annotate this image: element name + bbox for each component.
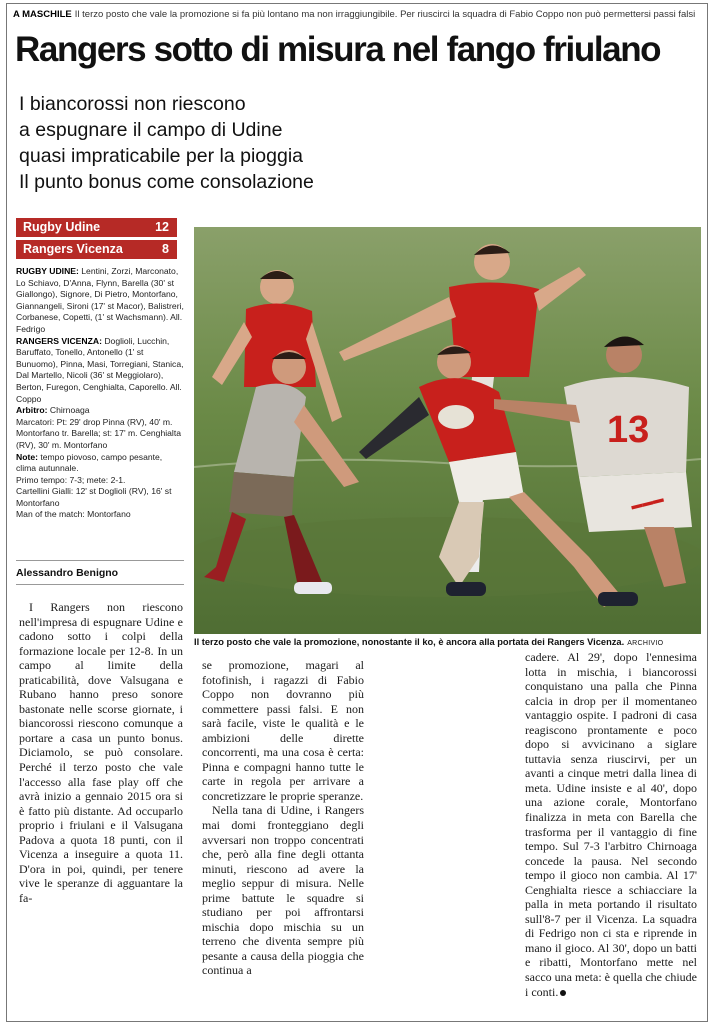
jersey-number: 13 (607, 409, 650, 451)
referee-label: Arbitro: (16, 405, 48, 416)
subhead-line: quasi impraticabile per la pioggia (19, 145, 303, 167)
subhead-line: Il punto bonus come consolazione (19, 171, 314, 193)
article-paragraph: se promozione, magari al fotofinish, i ragazzi di Fabio Coppo non dovranno più commettere passi falsi. E non sarà facile, viste le qualità e le ambizioni delle dirette concorrenti, ma una cosa è certa: Pinna e compagni hanno tutte le carte in regola per arrivare a concretizzare le proprie speranze. (202, 658, 364, 803)
photo-credit: ARCHIVIO (627, 640, 664, 647)
team-name: Rugby Udine (23, 220, 101, 234)
lineup-vicenza (16, 336, 184, 406)
subheadline (19, 91, 314, 195)
subhead-line: a espugnare il campo di Udine (19, 119, 283, 141)
score-row-away (16, 240, 177, 259)
kicker (13, 8, 703, 21)
article-text: cadere. Al 29', dopo l'ennesima lotta in mischia, i biancorossi conquistano una palla che Pinna calcia in drop per il momentaneo vantaggio ospite. I padroni di casa reagiscono prontamente e poco dopo si avvicinano a siglare tuttavia senza riuscirvi, per un avanti a cinque metri dalla linea di meta. Udine insiste e al 40', dopo una azione corale, Montorfano finalizza in meta con Barella che trasforma per il vantaggio di fine tempo. Sul 7-3 l'arbitro Chirnoaga concede la pausa. Nel secondo tempo il gioco non cambia. Al 17' Cenghialta riesce a schiacciare la palla in meta portando il risultato sull'8-7 per il Vicenza. La squadra di Fedrigo non ci sta e riprende in mano il gioco. Al 30', dopo un batti e ribatti, Montorfano mette nel sacco una meta: è quella che chiude i conti. (525, 650, 697, 999)
article-paragraph: Nella tana di Udine, i Rangers mai domi fronteggiano degli avversari non troppo concentrati che, però alla fine degli ottanta minuti, riescono ad avere la meglio seppur di misura. Nelle prime battute le squadre si studiano per poi affrontarsi mischia dopo mischia su un terreno che diventa sempre più pesante a causa della pioggia che continua a (202, 803, 364, 978)
article-paragraph (525, 650, 697, 999)
end-mark-icon (560, 990, 566, 996)
rugby-match-photo (194, 227, 701, 634)
author-byline: Alessandro Benigno (16, 567, 119, 579)
lineup-udine (16, 266, 184, 336)
referee (16, 405, 184, 417)
article-paragraph: I Rangers non riescono nell'impresa di espugnare Udine e cadono sotto i colpi della formazione locale per 12-8. In un campo al limite della praticabilità, dove Valsugana e Rubano hanno preso sonore bastonate nelle scorse giornate, i biancorossi riescono comunque a portare a casa un punto bonus. Diciamolo, se può consolare. Perché il terzo posto che vale l'accesso alla fase play off che avrà inizio a gennaio 2015 ora si è fatto più distante. Ad occuparlo proprio i friulani e il Valsugana Padova a quota 18 punti, con il Vicenza a inseguire a quota 11. D'ora in poi, quindi, per tenere vive le speranze di agguantare la fa- (19, 600, 183, 905)
yellow-cards: Cartellini Gialli: 12' st Doglioli (RV), 16' st Montorfano (16, 486, 172, 508)
subhead-line: I biancorossi non riescono (19, 93, 246, 115)
notes (16, 452, 184, 475)
lineup-label: RUGBY UDINE: (16, 266, 79, 276)
match-report-box (16, 266, 184, 521)
kicker-section: A MASCHILE (13, 9, 72, 20)
kicker-text: Il terzo posto che vale la promozione si fa più lontano ma non irraggiungibile. Per riuscirci la squadra di Fabio Coppo non può permettersi passi falsi (74, 9, 696, 20)
caption-text: Il terzo posto che vale la promozione, nonostante il ko, è ancora alla portata dei Rangers Vicenza. (194, 637, 625, 647)
photo-illustration (194, 227, 701, 634)
team-points: 8 (162, 242, 169, 256)
notes-text: tempo piovoso, campo pesante, clima autunnale. (16, 451, 163, 474)
lineup-label: RANGERS VICENZA: (16, 335, 102, 346)
referee-name: Chirnoaga (49, 405, 90, 416)
divider (16, 560, 184, 561)
photo-caption (194, 636, 704, 650)
first-half-score: Primo tempo: 7-3; mete: 2-1. (16, 474, 126, 485)
team-points: 12 (155, 220, 169, 234)
article-column-2 (202, 658, 364, 978)
divider (16, 584, 184, 585)
team-name: Rangers Vicenza (23, 242, 123, 256)
notes-label: Note: (16, 451, 38, 462)
headline: Rangers sotto di misura nel fango friulano (15, 30, 661, 69)
score-row-home (16, 218, 177, 237)
lineup-text: Doglioli, Lucchin, Baruffato, Tonello, Antonello (1' st Bunuomo), Pinna, Masi, Torregiani, Stanica, Dal Martello, Nicoli (36' st Meggiolaro), Berton, Furegon, Cenghialta, Caporello. All. Coppo (16, 335, 184, 404)
lineup-text: Lentini, Zorzi, Marconato, Lo Schiavo, D'Anna, Flynn, Barella (30' st Giallongo), Signore, Di Pietro, Montorfano, Giannangeli, Sironi (17' st Macor), Balistreri, Corbanese, Copetti, (1' st Wachsmann). All. Fedrigo (16, 266, 184, 334)
newspaper-page (6, 3, 708, 1022)
man-of-the-match: Man of the match: Montorfano (16, 509, 131, 520)
scorers: Marcatori: Pt: 29' drop Pinna (RV), 40' m. Montorfano tr. Barella; st: 17' m. Cenghialta (RV), 30' m. Montorfano (16, 416, 182, 450)
article-column-1 (19, 600, 183, 905)
article-column-3 (525, 650, 697, 999)
jersey-sponsor-mark: ▬▬▬ (629, 492, 665, 513)
